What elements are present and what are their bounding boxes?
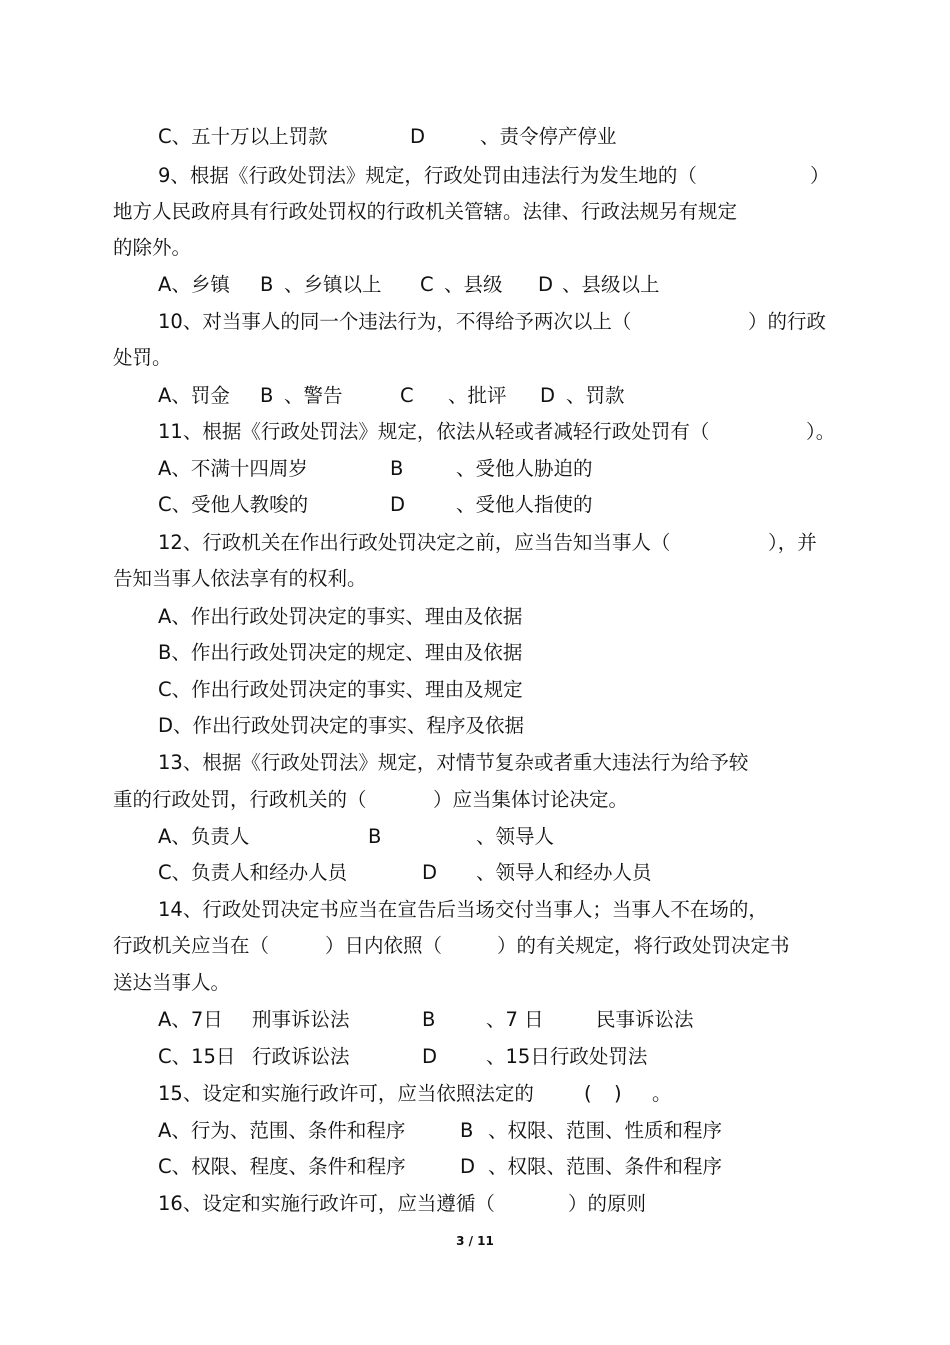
option-letter: C: [400, 384, 414, 407]
option-text: C、受他人教唆的: [158, 493, 309, 516]
option-12-a: A、作出行政处罚决定的事实、理由及依据: [158, 605, 523, 628]
question-9-cont: 地方人民政府具有行政处罚权的行政机关管辖。法律、行政法规另有规定: [113, 200, 738, 223]
question-text: ）的原则: [568, 1192, 647, 1215]
option-text: 、15日行政处罚法: [486, 1045, 648, 1068]
question-text: 15、设定和实施行政许可，应当依照法定的: [158, 1082, 534, 1105]
question-text: 重的行政处罚，行政机关的（: [113, 788, 367, 811]
option-12-d: D、作出行政处罚决定的事实、程序及依据: [158, 714, 525, 737]
question-10-cont: 处罚。: [113, 346, 172, 369]
question-text: ）。: [806, 420, 836, 443]
option-text: A、7日: [158, 1008, 223, 1031]
question-text: ）日内依照（: [325, 934, 443, 957]
option-text: 、县级以上: [562, 273, 660, 296]
option-text: C、负责人和经办人员: [158, 861, 348, 884]
option-text: 民事诉讼法: [596, 1008, 694, 1031]
option-12-b: B、作出行政处罚决定的规定、理由及依据: [158, 641, 523, 664]
question-14-cont: 送达当事人。: [113, 971, 231, 994]
option-text: 、县级: [444, 273, 503, 296]
option-text: C、15日: [158, 1045, 236, 1068]
option-text: A、罚金: [158, 384, 230, 407]
question-13: 13、根据《行政处罚法》规定，对情节复杂或者重大违法行为给予较: [158, 751, 749, 774]
option-letter: D: [538, 273, 554, 296]
option-text: 、权限、范围、性质和程序: [488, 1119, 723, 1142]
option-text: 、受他人指使的: [456, 493, 593, 516]
option-letter: D: [390, 493, 406, 516]
question-12-cont: 告知当事人依法享有的权利。: [113, 567, 367, 590]
option-letter: B: [390, 457, 404, 480]
question-text: 11、根据《行政处罚法》规定，依法从轻或者减轻行政处罚有（: [158, 420, 710, 443]
option-text: 、罚款: [566, 384, 625, 407]
option-text: 、权限、范围、条件和程序: [488, 1155, 723, 1178]
option-text: C、五十万以上罚款: [158, 125, 328, 148]
option-text: A、行为、范围、条件和程序: [158, 1119, 406, 1142]
option-text: 、责令停产停业: [480, 125, 617, 148]
option-text: A、不满十四周岁: [158, 457, 308, 480]
question-14: 14、行政处罚决定书应当在宣告后当场交付当事人；当事人不在场的，: [158, 898, 768, 921]
option-text: 、7 日: [486, 1008, 544, 1031]
option-letter: B: [460, 1119, 474, 1142]
option-text: 、乡镇以上: [284, 273, 382, 296]
question-text: ），并: [768, 531, 817, 554]
option-text: A、负责人: [158, 825, 250, 848]
option-letter: B: [422, 1008, 436, 1031]
question-text: 。: [652, 1082, 672, 1105]
option-letter: D: [422, 1045, 438, 1068]
question-text: ）的有关规定，将行政处罚决定书: [497, 934, 790, 957]
question-9-cont: 的除外。: [113, 236, 192, 259]
option-text: 、领导人和经办人员: [476, 861, 652, 884]
option-letter: B: [260, 384, 274, 407]
answer-blank-open: (: [584, 1082, 592, 1105]
question-text: 行政机关应当在（: [113, 934, 270, 957]
option-text: 、受他人胁迫的: [456, 457, 593, 480]
option-text: A、乡镇: [158, 273, 230, 296]
question-text: 12、行政机关在作出行政处罚决定之前，应当告知当事人（: [158, 531, 671, 554]
option-text: 行政诉讼法: [252, 1045, 350, 1068]
option-letter: C: [420, 273, 434, 296]
question-text: ）的行政: [748, 310, 827, 333]
answer-blank-close: ): [614, 1082, 622, 1105]
option-letter: D: [410, 125, 426, 148]
question-text: 16、设定和实施行政许可，应当遵循（: [158, 1192, 495, 1215]
option-text: C、权限、程度、条件和程序: [158, 1155, 406, 1178]
page-number: 3 / 11: [456, 1234, 494, 1248]
option-letter: D: [540, 384, 556, 407]
question-text: 9、根据《行政处罚法》规定，行政处罚由违法行为发生地的（: [158, 164, 697, 187]
option-text: 刑事诉讼法: [252, 1008, 350, 1031]
answer-blank-close: ）: [810, 164, 830, 187]
option-12-c: C、作出行政处罚决定的事实、理由及规定: [158, 678, 523, 701]
question-text: 10、对当事人的同一个违法行为，不得给予两次以上（: [158, 310, 632, 333]
option-letter: B: [368, 825, 382, 848]
option-letter: D: [422, 861, 438, 884]
option-letter: B: [260, 273, 274, 296]
question-text: ）应当集体讨论决定。: [433, 788, 629, 811]
option-text: 、批评: [448, 384, 507, 407]
option-text: 、警告: [284, 384, 343, 407]
option-text: 、领导人: [476, 825, 555, 848]
option-letter: D: [460, 1155, 476, 1178]
